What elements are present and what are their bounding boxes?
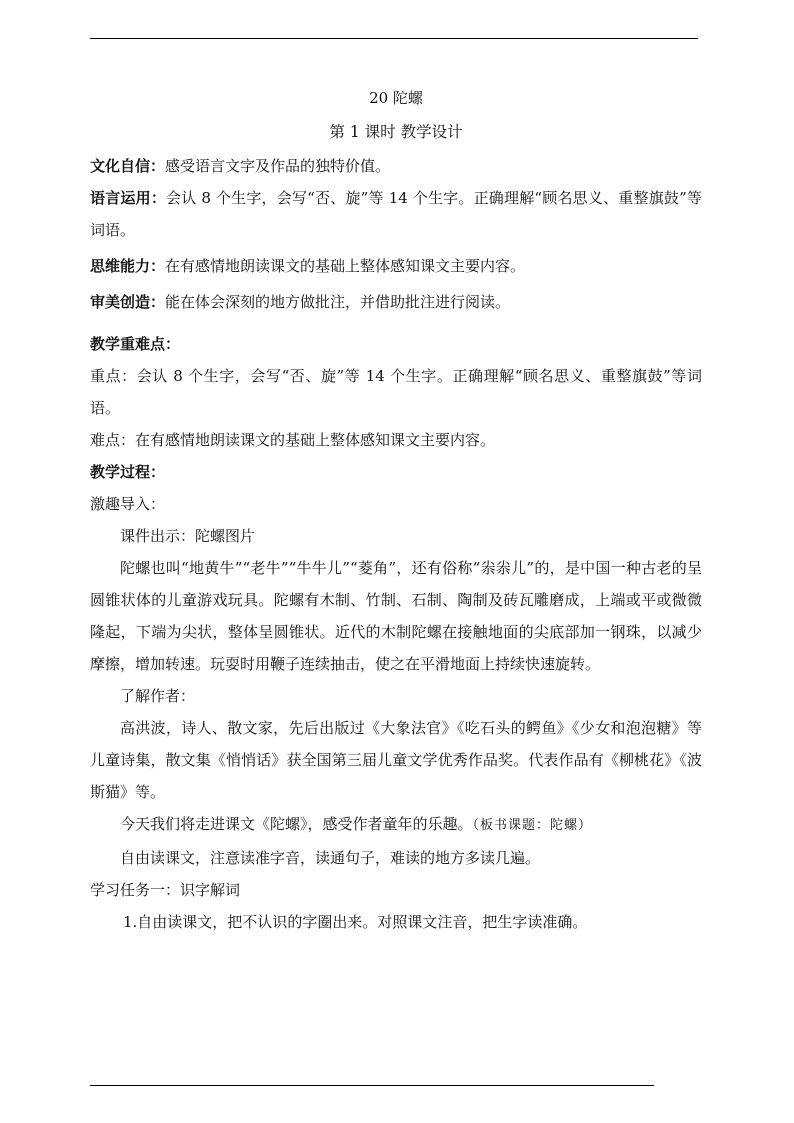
footer-rule <box>90 1085 654 1086</box>
process-heading: 教学过程： <box>90 463 166 481</box>
board-note: （板书课题：陀螺） <box>472 818 593 833</box>
lesson-title: 20 陀螺 <box>369 89 423 107</box>
task1-step1: 1.自由读课文，把不认识的字圈出来。对照课文注音，把生字读准确。 <box>123 913 588 931</box>
author-description: 高洪波，诗人、散文家，先后出版过《大象法官》《吃石头的鳄鱼》《少女和泡泡糖》等儿童诗集，散文集《悄悄话》获全国第三届儿童文学优秀作品奖。代表作品有《柳桃花》《波斯猫》等。 <box>90 719 702 801</box>
intro-heading: 激趣导入： <box>90 495 166 513</box>
key-point-difficulty: 难点：在有感情地朗读课文的基础上整体感知课文主要内容。 <box>90 431 496 449</box>
top-description: 陀螺也叫“地黄牛”“老牛”“牛牛儿”“菱角”，还有俗称“尜尜儿”的，是中国一种古老的呈圆锥状体的儿童游戏玩具。陀螺有木制、竹制、石制、陶制及砖瓦雕磨成，上端或平或微微隆起，下端为尖状，整体呈圆锥状。近代的木制陀螺在接触地面的尖底部加一钢珠，以减少摩擦，增加转速。玩耍时用鞭子连续抽击，使之在平滑地面上持续快速旋转。 <box>90 559 702 673</box>
objective-text: 能在体会深刻的地方做批注，并借助批注进行阅读。 <box>165 293 511 311</box>
document-body <box>90 82 702 938</box>
header-rule <box>90 38 698 39</box>
author-heading: 了解作者： <box>120 687 196 705</box>
task1-heading: 学习任务一：识字解词 <box>90 881 241 899</box>
courseware-line: 课件出示：陀螺图片 <box>120 527 256 545</box>
lesson-subtitle: 第 1 课时 教学设计 <box>329 123 463 141</box>
key-point-focus: 重点：会认 8 个生字，会写“否、旋”等 14 个生字。正确理解“顾名思义、重整旗鼓”等词语。 <box>90 367 702 417</box>
objective-aesthetic: 审美创造：能在体会深刻的地方做批注，并借助批注进行阅读。 <box>90 293 511 311</box>
objective-thinking: 思维能力：在有感情地朗读课文的基础上整体感知课文主要内容。 <box>90 257 526 275</box>
objective-text: 感受语言文字及作品的独特价值。 <box>165 157 391 175</box>
objective-label: 审美创造 <box>90 293 151 311</box>
objective-language: 语言运用：会认 8 个生字，会写“否、旋”等 14 个生字。正确理解“顾名思义、重整旗鼓”等词语。 <box>90 189 702 239</box>
objective-label: 文化自信 <box>90 157 151 175</box>
objective-text: 会认 8 个生字，会写“否、旋”等 14 个生字。正确理解“顾名思义、重整旗鼓”等词语。 <box>90 189 702 239</box>
lead-in-line <box>90 808 702 842</box>
key-points-heading: 教学重难点： <box>90 335 181 353</box>
objective-culture: 文化自信：感受语言文字及作品的独特价值。 <box>90 157 391 175</box>
objective-label: 思维能力 <box>90 257 151 275</box>
objective-text: 在有感情地朗读课文的基础上整体感知课文主要内容。 <box>165 257 526 275</box>
objective-label: 语言运用 <box>90 189 151 207</box>
self-read-line: 自由读课文，注意读准字音，读通句子，难读的地方多读几遍。 <box>120 849 541 867</box>
lead-in-text: 今天我们将走进课文《陀螺》，感受作者童年的乐趣。 <box>120 815 473 833</box>
